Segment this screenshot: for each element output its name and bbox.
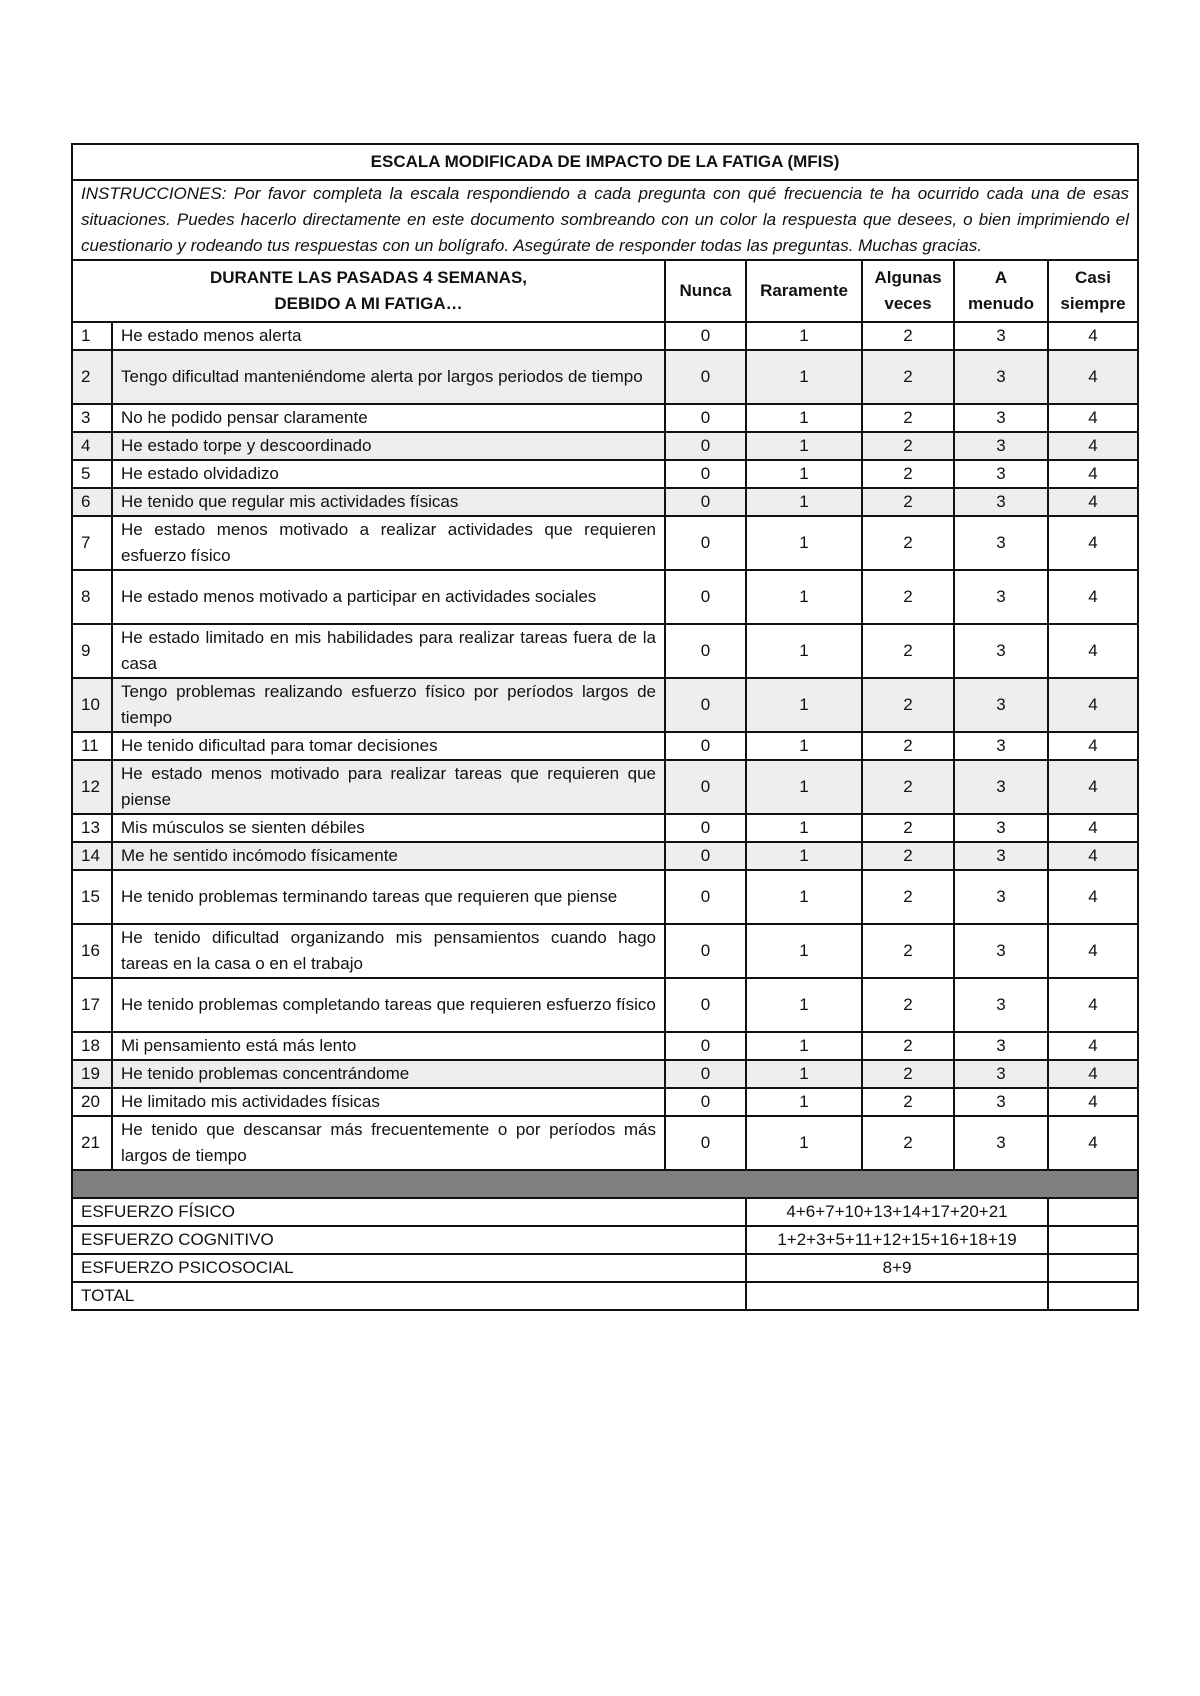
question-row xyxy=(72,350,1138,404)
answer-option[interactable]: 3 xyxy=(954,1116,1048,1170)
answer-option[interactable]: 0 xyxy=(665,732,746,760)
answer-option[interactable]: 2 xyxy=(862,432,954,460)
question-text: He tenido problemas completando tareas que requieren esfuerzo físico xyxy=(112,978,665,1032)
answer-option[interactable]: 4 xyxy=(1048,1116,1138,1170)
answer-option[interactable]: 2 xyxy=(862,1088,954,1116)
header-line-2: DEBIDO A MI FATIGA… xyxy=(274,294,463,313)
question-number: 14 xyxy=(72,842,112,870)
answer-option[interactable]: 3 xyxy=(954,924,1048,978)
answer-option[interactable]: 0 xyxy=(665,978,746,1032)
col-header-text: Casi xyxy=(1075,268,1111,287)
answer-option[interactable]: 3 xyxy=(954,350,1048,404)
answer-option[interactable]: 2 xyxy=(862,1060,954,1088)
header-prompt xyxy=(72,260,665,322)
answer-option[interactable]: 0 xyxy=(665,322,746,350)
question-row xyxy=(72,488,1138,516)
answer-option[interactable]: 0 xyxy=(665,1116,746,1170)
answer-option[interactable]: 3 xyxy=(954,1060,1048,1088)
question-text: He tenido dificultad para tomar decisiones xyxy=(112,732,665,760)
question-row xyxy=(72,842,1138,870)
question-number: 15 xyxy=(72,870,112,924)
summary-row xyxy=(72,1254,1138,1282)
answer-option[interactable]: 0 xyxy=(665,460,746,488)
col-header-text: Algunas xyxy=(874,268,942,287)
answer-option[interactable]: 1 xyxy=(746,570,862,624)
answer-option[interactable]: 1 xyxy=(746,516,862,570)
answer-option[interactable]: 4 xyxy=(1048,732,1138,760)
answer-option[interactable]: 3 xyxy=(954,1088,1048,1116)
question-row xyxy=(72,978,1138,1032)
separator-row xyxy=(72,1170,1138,1198)
answer-option[interactable]: 1 xyxy=(746,488,862,516)
answer-option[interactable]: 3 xyxy=(954,488,1048,516)
col-header-text: siempre xyxy=(1060,294,1126,313)
answer-option[interactable]: 1 xyxy=(746,460,862,488)
answer-option[interactable]: 2 xyxy=(862,732,954,760)
question-row xyxy=(72,432,1138,460)
header-row xyxy=(72,260,1138,322)
answer-option[interactable]: 0 xyxy=(665,870,746,924)
question-row xyxy=(72,1116,1138,1170)
question-text: He tenido que regular mis actividades físicas xyxy=(112,488,665,516)
answer-option[interactable]: 3 xyxy=(954,814,1048,842)
col-header-text: menudo xyxy=(967,294,1035,313)
question-row xyxy=(72,732,1138,760)
answer-option[interactable]: 3 xyxy=(954,842,1048,870)
question-row xyxy=(72,460,1138,488)
answer-option[interactable]: 3 xyxy=(954,978,1048,1032)
answer-option[interactable]: 0 xyxy=(665,842,746,870)
answer-option[interactable]: 2 xyxy=(862,1116,954,1170)
answer-option[interactable]: 1 xyxy=(746,1088,862,1116)
answer-option[interactable]: 4 xyxy=(1048,1032,1138,1060)
col-header-text: Nunca xyxy=(679,281,732,300)
answer-option[interactable]: 2 xyxy=(862,460,954,488)
summary-formula xyxy=(746,1282,1048,1310)
question-number: 6 xyxy=(72,488,112,516)
answer-option[interactable]: 1 xyxy=(746,924,862,978)
answer-option[interactable]: 0 xyxy=(665,924,746,978)
answer-option[interactable]: 4 xyxy=(1048,460,1138,488)
answer-option[interactable]: 3 xyxy=(954,322,1048,350)
summary-label: TOTAL xyxy=(72,1282,746,1310)
question-row xyxy=(72,570,1138,624)
instructions-text: INSTRUCCIONES: Por favor completa la escala respondiendo a cada pregunta con qué frecuencia te ha ocurrido cada una de esas situaciones. Puedes hacerlo directamente en este documento sombreando con un color la respuesta que desees, o bien imprimiendo el cuestionario y rodeando tus respuestas con un bolígrafo. Asegúrate de responder todas las preguntas. Muchas gracias. xyxy=(72,180,1138,260)
answer-option[interactable]: 1 xyxy=(746,1060,862,1088)
answer-option[interactable]: 4 xyxy=(1048,488,1138,516)
answer-option[interactable]: 4 xyxy=(1048,814,1138,842)
answer-option[interactable]: 3 xyxy=(954,460,1048,488)
page-title: ESCALA MODIFICADA DE IMPACTO DE LA FATIGA (MFIS) xyxy=(72,144,1138,180)
answer-option[interactable]: 0 xyxy=(665,1088,746,1116)
answer-option[interactable]: 3 xyxy=(954,760,1048,814)
separator-band xyxy=(72,1170,1138,1198)
answer-option[interactable]: 4 xyxy=(1048,842,1138,870)
answer-option[interactable]: 4 xyxy=(1048,624,1138,678)
answer-option[interactable]: 0 xyxy=(665,678,746,732)
summary-row xyxy=(72,1226,1138,1254)
question-number: 1 xyxy=(72,322,112,350)
question-text: Mi pensamiento está más lento xyxy=(112,1032,665,1060)
col-header-text: Raramente xyxy=(760,281,848,300)
question-number: 18 xyxy=(72,1032,112,1060)
question-row xyxy=(72,760,1138,814)
question-number: 20 xyxy=(72,1088,112,1116)
answer-option[interactable]: 2 xyxy=(862,870,954,924)
question-number: 5 xyxy=(72,460,112,488)
col-header-raramente xyxy=(746,260,862,322)
answer-option[interactable]: 0 xyxy=(665,1060,746,1088)
answer-option[interactable]: 4 xyxy=(1048,924,1138,978)
answer-option[interactable]: 1 xyxy=(746,1032,862,1060)
answer-option[interactable]: 4 xyxy=(1048,570,1138,624)
answer-option[interactable]: 1 xyxy=(746,842,862,870)
answer-option[interactable]: 2 xyxy=(862,924,954,978)
answer-option[interactable]: 4 xyxy=(1048,1060,1138,1088)
question-number: 3 xyxy=(72,404,112,432)
answer-option[interactable]: 0 xyxy=(665,570,746,624)
question-number: 10 xyxy=(72,678,112,732)
answer-option[interactable]: 2 xyxy=(862,978,954,1032)
answer-option[interactable]: 3 xyxy=(954,870,1048,924)
question-number: 7 xyxy=(72,516,112,570)
answer-option[interactable]: 1 xyxy=(746,1116,862,1170)
question-number: 11 xyxy=(72,732,112,760)
col-header-casi-siempre xyxy=(1048,260,1138,322)
answer-option[interactable]: 0 xyxy=(665,350,746,404)
summary-score-field[interactable] xyxy=(1048,1226,1138,1254)
answer-option[interactable]: 1 xyxy=(746,978,862,1032)
answer-option[interactable]: 1 xyxy=(746,350,862,404)
summary-score-field[interactable] xyxy=(1048,1282,1138,1310)
answer-option[interactable]: 4 xyxy=(1048,978,1138,1032)
answer-option[interactable]: 0 xyxy=(665,624,746,678)
answer-option[interactable]: 2 xyxy=(862,1032,954,1060)
summary-row xyxy=(72,1282,1138,1310)
answer-option[interactable]: 3 xyxy=(954,624,1048,678)
question-row xyxy=(72,404,1138,432)
question-row xyxy=(72,624,1138,678)
question-text: He estado menos motivado a realizar actividades que requieren esfuerzo físico xyxy=(112,516,665,570)
summary-score-field[interactable] xyxy=(1048,1254,1138,1282)
question-row xyxy=(72,924,1138,978)
answer-option[interactable]: 4 xyxy=(1048,870,1138,924)
col-header-algunas-veces xyxy=(862,260,954,322)
question-number: 21 xyxy=(72,1116,112,1170)
question-number: 12 xyxy=(72,760,112,814)
answer-option[interactable]: 4 xyxy=(1048,1088,1138,1116)
mfis-table xyxy=(71,143,1139,1311)
answer-option[interactable]: 3 xyxy=(954,732,1048,760)
answer-option[interactable]: 4 xyxy=(1048,760,1138,814)
col-header-text: A xyxy=(994,268,1008,287)
question-text: He limitado mis actividades físicas xyxy=(112,1088,665,1116)
question-number: 2 xyxy=(72,350,112,404)
answer-option[interactable]: 0 xyxy=(665,1032,746,1060)
answer-option[interactable]: 2 xyxy=(862,842,954,870)
summary-score-field[interactable] xyxy=(1048,1198,1138,1226)
question-number: 17 xyxy=(72,978,112,1032)
answer-option[interactable]: 3 xyxy=(954,516,1048,570)
question-number: 19 xyxy=(72,1060,112,1088)
question-text: He estado olvidadizo xyxy=(112,460,665,488)
answer-option[interactable]: 2 xyxy=(862,814,954,842)
question-text: He tenido dificultad organizando mis pensamientos cuando hago tareas en la casa o en el trabajo xyxy=(112,924,665,978)
answer-option[interactable]: 0 xyxy=(665,760,746,814)
question-text: Tengo dificultad manteniéndome alerta por largos periodos de tiempo xyxy=(112,350,665,404)
answer-option[interactable]: 1 xyxy=(746,678,862,732)
question-text: He tenido problemas concentrándome xyxy=(112,1060,665,1088)
question-number: 13 xyxy=(72,814,112,842)
question-row xyxy=(72,1088,1138,1116)
answer-option[interactable]: 3 xyxy=(954,1032,1048,1060)
question-number: 4 xyxy=(72,432,112,460)
answer-option[interactable]: 3 xyxy=(954,570,1048,624)
answer-option[interactable]: 2 xyxy=(862,488,954,516)
question-number: 16 xyxy=(72,924,112,978)
summary-label: ESFUERZO FÍSICO xyxy=(72,1198,746,1226)
col-header-a-menudo xyxy=(954,260,1048,322)
answer-option[interactable]: 1 xyxy=(746,870,862,924)
question-text: Me he sentido incómodo físicamente xyxy=(112,842,665,870)
answer-option[interactable]: 4 xyxy=(1048,678,1138,732)
question-text: He estado menos motivado a participar en actividades sociales xyxy=(112,570,665,624)
answer-option[interactable]: 3 xyxy=(954,404,1048,432)
answer-option[interactable]: 1 xyxy=(746,760,862,814)
summary-label: ESFUERZO PSICOSOCIAL xyxy=(72,1254,746,1282)
question-text: Mis músculos se sienten débiles xyxy=(112,814,665,842)
col-header-text: veces xyxy=(884,294,932,313)
header-line-1: DURANTE LAS PASADAS 4 SEMANAS, xyxy=(209,268,528,287)
answer-option[interactable]: 4 xyxy=(1048,322,1138,350)
question-text: He estado menos alerta xyxy=(112,322,665,350)
answer-option[interactable]: 1 xyxy=(746,814,862,842)
summary-formula: 1+2+3+5+11+12+15+16+18+19 xyxy=(746,1226,1048,1254)
answer-option[interactable]: 1 xyxy=(746,732,862,760)
question-text: He estado menos motivado para realizar tareas que requieren que piense xyxy=(112,760,665,814)
answer-option[interactable]: 2 xyxy=(862,760,954,814)
question-row xyxy=(72,1032,1138,1060)
summary-label: ESFUERZO COGNITIVO xyxy=(72,1226,746,1254)
question-row xyxy=(72,516,1138,570)
answer-option[interactable]: 1 xyxy=(746,624,862,678)
question-row xyxy=(72,1060,1138,1088)
answer-option[interactable]: 1 xyxy=(746,322,862,350)
question-text: Tengo problemas realizando esfuerzo físico por períodos largos de tiempo xyxy=(112,678,665,732)
answer-option[interactable]: 1 xyxy=(746,432,862,460)
answer-option[interactable]: 0 xyxy=(665,404,746,432)
answer-option[interactable]: 0 xyxy=(665,814,746,842)
answer-option[interactable]: 4 xyxy=(1048,432,1138,460)
answer-option[interactable]: 2 xyxy=(862,350,954,404)
question-text: He estado torpe y descoordinado xyxy=(112,432,665,460)
summary-row xyxy=(72,1198,1138,1226)
summary-formula: 4+6+7+10+13+14+17+20+21 xyxy=(746,1198,1048,1226)
answer-option[interactable]: 0 xyxy=(665,516,746,570)
answer-option[interactable]: 1 xyxy=(746,404,862,432)
question-text: He tenido problemas terminando tareas que requieren que piense xyxy=(112,870,665,924)
summary-formula: 8+9 xyxy=(746,1254,1048,1282)
question-number: 9 xyxy=(72,624,112,678)
question-row xyxy=(72,322,1138,350)
answer-option[interactable]: 2 xyxy=(862,678,954,732)
question-row xyxy=(72,814,1138,842)
question-row xyxy=(72,870,1138,924)
question-text: No he podido pensar claramente xyxy=(112,404,665,432)
answer-option[interactable]: 4 xyxy=(1048,516,1138,570)
answer-option[interactable]: 2 xyxy=(862,570,954,624)
question-number: 8 xyxy=(72,570,112,624)
answer-option[interactable]: 4 xyxy=(1048,350,1138,404)
answer-option[interactable]: 4 xyxy=(1048,404,1138,432)
question-text: He tenido que descansar más frecuentemente o por períodos más largos de tiempo xyxy=(112,1116,665,1170)
question-text: He estado limitado en mis habilidades para realizar tareas fuera de la casa xyxy=(112,624,665,678)
answer-option[interactable]: 3 xyxy=(954,678,1048,732)
answer-option[interactable]: 0 xyxy=(665,488,746,516)
answer-option[interactable]: 2 xyxy=(862,516,954,570)
answer-option[interactable]: 0 xyxy=(665,432,746,460)
answer-option[interactable]: 3 xyxy=(954,432,1048,460)
col-header-nunca xyxy=(665,260,746,322)
question-row xyxy=(72,678,1138,732)
answer-option[interactable]: 2 xyxy=(862,624,954,678)
answer-option[interactable]: 2 xyxy=(862,404,954,432)
answer-option[interactable]: 2 xyxy=(862,322,954,350)
